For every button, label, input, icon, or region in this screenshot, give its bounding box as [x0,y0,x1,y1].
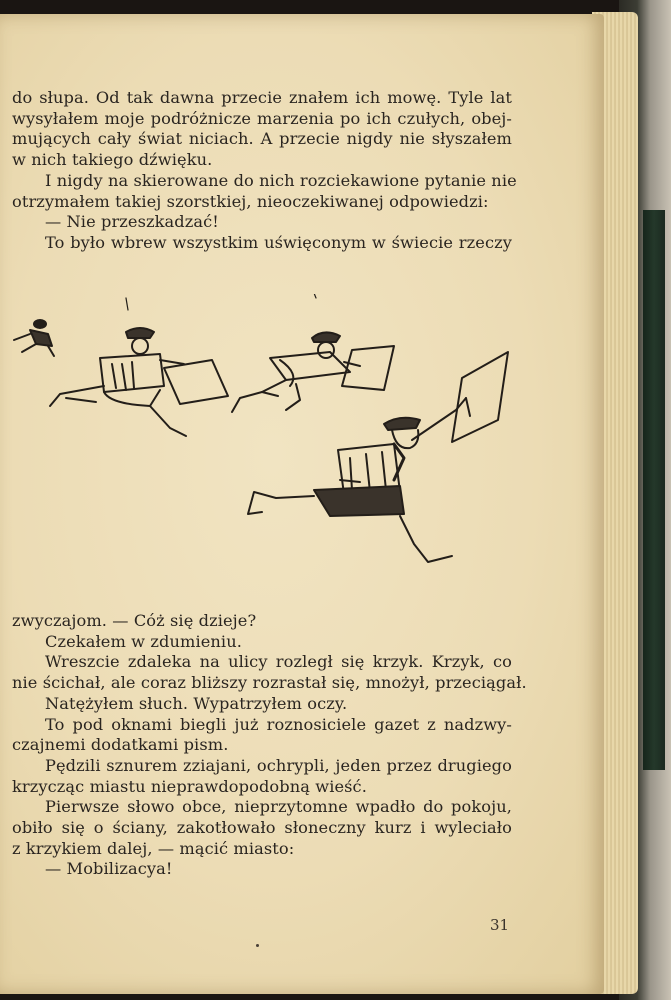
text-line: w nich takiego dźwięku. [12,150,213,170]
text-line: do słupa. Od tak dawna przecie znałem ich mowę. Tyle lat [12,88,512,107]
text-line: Wreszcie zdaleka na ulicy rozległ się krzyk. Krzyk, co [45,652,512,672]
newsboy-second [232,332,394,412]
text-line: I nigdy na skierowane do nich rozciekawione pytanie nie [45,170,517,190]
text-line: To było wbrew wszystkim uświęconym w świecie rzeczy [45,232,512,252]
ink-speck [256,944,259,947]
book-page [0,14,604,994]
text-line: — Nie przeszkadzać! [45,212,219,232]
text-line: Pędzili sznurem zziajani, ochrypli, jeden przez drugiego [45,755,512,775]
text-line: otrzymałem takiej szorstkiej, nieoczekiwanej odpowiedzi: [12,191,489,211]
newsboys-illustration [0,294,560,594]
text-line: mujących cały świat niciach. A przecie nigdy nie słyszałem [12,129,512,149]
text-line: obiło się o ściany, zakotłowało słoneczny kurz i wyleciało [12,818,512,838]
text-line: z krzykiem dalej, — mącić miasto: [12,838,295,858]
bottom-text-block [12,611,527,880]
text-line: czajnemi dodatkami pism. [12,735,229,755]
newsboy-foreground [248,352,508,562]
motion-lines [126,294,316,310]
text-line: zwyczajom. — Cóż się dzieje? [12,611,257,630]
distant-newsboy [14,320,54,356]
text-line: krzycząc miastu nieprawdopodobną wieść. [12,776,367,796]
text-line: Czekałem w zdumieniu. [45,631,242,651]
page-number: 31 [490,916,510,934]
book-cover-cloth [643,210,665,770]
text-line: wysyłałem moje podróżnicze marzenia po ich czułych, obej- [12,108,512,128]
text-line: To pod oknami biegli już roznosiciele gazet z nadzwy- [45,714,512,734]
text-line: Natężyłem słuch. Wypatrzyłem oczy. [45,693,348,713]
text-line: nie ścichał, ale coraz bliższy rozrastał się, mnożył, przeciągał. [12,673,527,693]
text-line: — Mobilizacya! [45,859,173,879]
text-line: Pierwsze słowo obce, nieprzytomne wpadło do pokoju, [45,797,512,817]
top-text-block [12,88,517,254]
newsboy-first [50,328,228,436]
